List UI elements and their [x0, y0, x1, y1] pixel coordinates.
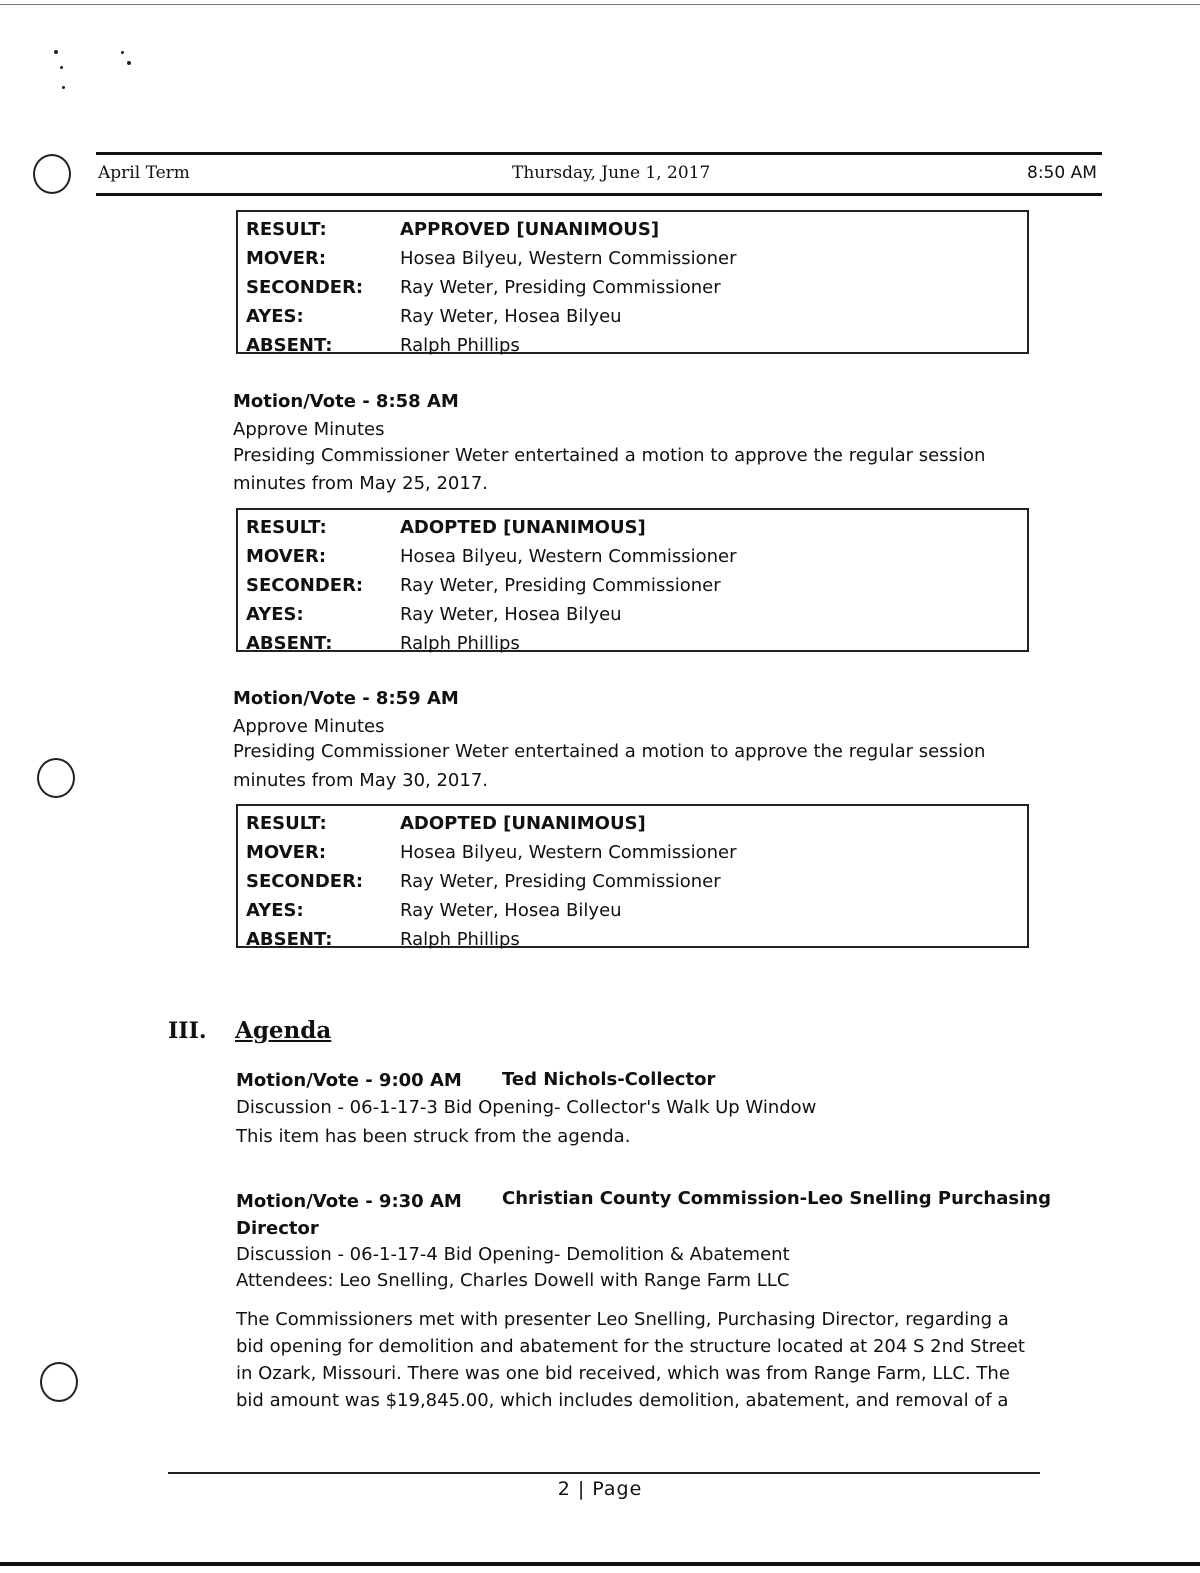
- attendees-line: Attendees: Leo Snelling, Charles Dowell with Range Farm LLC: [236, 1270, 790, 1291]
- header-date: Thursday, June 1, 2017: [512, 163, 711, 183]
- motion-heading: Motion/Vote - 9:30 AM: [236, 1191, 462, 1212]
- motion-title: Approve Minutes: [233, 419, 385, 440]
- vote-label: AYES:: [246, 900, 304, 921]
- scan-top-edge: [0, 4, 1200, 5]
- scan-speck: [121, 51, 124, 54]
- header-top-rule: [96, 152, 1102, 155]
- body-line: The Commissioners met with presenter Leo Snelling, Purchasing Director, regarding a: [236, 1309, 1009, 1330]
- vote-label: RESULT:: [246, 517, 327, 538]
- vote-mover-value: Hosea Bilyeu, Western Commissioner: [400, 842, 737, 863]
- body-line: in Ozark, Missouri. There was one bid received, which was from Range Farm, LLC. The: [236, 1363, 1010, 1384]
- footer-rule: [168, 1472, 1040, 1474]
- vote-absent-value: Ralph Phillips: [400, 335, 520, 356]
- page-number: 2 | Page: [557, 1478, 643, 1500]
- vote-absent-value: Ralph Phillips: [400, 929, 520, 950]
- vote-label: RESULT:: [246, 219, 327, 240]
- vote-label: ABSENT:: [246, 335, 333, 356]
- motion-description-line: Presiding Commissioner Weter entertained a motion to approve the regular session: [233, 741, 986, 762]
- discussion-line: Discussion - 06-1-17-3 Bid Opening- Collector's Walk Up Window: [236, 1097, 817, 1118]
- vote-result-value: APPROVED [UNANIMOUS]: [400, 219, 660, 240]
- motion-title: Approve Minutes: [233, 716, 385, 737]
- header-bottom-rule: [96, 193, 1102, 196]
- agenda-note: This item has been struck from the agenda.: [236, 1126, 631, 1147]
- motion-heading: Motion/Vote - 8:59 AM: [233, 688, 459, 709]
- scan-speck: [60, 66, 63, 69]
- vote-label: SECONDER:: [246, 277, 364, 298]
- discussion-line: Discussion - 06-1-17-4 Bid Opening- Demolition & Abatement: [236, 1244, 790, 1265]
- vote-label: MOVER:: [246, 842, 327, 863]
- vote-absent-value: Ralph Phillips: [400, 633, 520, 654]
- vote-label: RESULT:: [246, 813, 327, 834]
- section-number: III.: [168, 1018, 207, 1044]
- vote-seconder-value: Ray Weter, Presiding Commissioner: [400, 871, 721, 892]
- motion-description-line: minutes from May 30, 2017.: [233, 770, 489, 791]
- vote-result-value: ADOPTED [UNANIMOUS]: [400, 517, 646, 538]
- vote-mover-value: Hosea Bilyeu, Western Commissioner: [400, 248, 737, 269]
- scan-bottom-edge: [0, 1562, 1200, 1566]
- section-title: Agenda: [235, 1017, 332, 1044]
- vote-label: MOVER:: [246, 248, 327, 269]
- punch-hole-bottom: [40, 1362, 78, 1402]
- motion-description-line: minutes from May 25, 2017.: [233, 473, 489, 494]
- vote-label: AYES:: [246, 604, 304, 625]
- vote-seconder-value: Ray Weter, Presiding Commissioner: [400, 575, 721, 596]
- vote-label: SECONDER:: [246, 575, 364, 596]
- vote-ayes-value: Ray Weter, Hosea Bilyeu: [400, 306, 622, 327]
- vote-result-box: [236, 804, 1029, 948]
- vote-seconder-value: Ray Weter, Presiding Commissioner: [400, 277, 721, 298]
- vote-label: MOVER:: [246, 546, 327, 567]
- vote-ayes-value: Ray Weter, Hosea Bilyeu: [400, 900, 622, 921]
- vote-result-box: [236, 508, 1029, 652]
- header-time: 8:50 AM: [1027, 163, 1097, 183]
- vote-result-value: ADOPTED [UNANIMOUS]: [400, 813, 646, 834]
- punch-hole-middle: [37, 758, 75, 798]
- header-term: April Term: [98, 163, 190, 183]
- vote-label: SECONDER:: [246, 871, 364, 892]
- vote-label: AYES:: [246, 306, 304, 327]
- scan-speck: [54, 50, 58, 54]
- body-line: bid amount was $19,845.00, which includes demolition, abatement, and removal of a: [236, 1390, 1009, 1411]
- body-line: bid opening for demolition and abatement for the structure located at 204 S 2nd Street: [236, 1336, 1025, 1357]
- motion-description-line: Presiding Commissioner Weter entertained a motion to approve the regular session: [233, 445, 986, 466]
- scan-speck: [127, 61, 131, 65]
- presenter-name: Christian County Commission-Leo Snelling Purchasing: [502, 1188, 1051, 1209]
- motion-heading: Motion/Vote - 8:58 AM: [233, 391, 459, 412]
- vote-label: ABSENT:: [246, 929, 333, 950]
- scan-speck: [62, 86, 65, 89]
- presenter-name: Ted Nichols-Collector: [502, 1069, 716, 1090]
- punch-hole-top: [33, 154, 71, 194]
- vote-ayes-value: Ray Weter, Hosea Bilyeu: [400, 604, 622, 625]
- presenter-name-continued: Director: [236, 1218, 319, 1239]
- vote-result-box: [236, 210, 1029, 354]
- vote-mover-value: Hosea Bilyeu, Western Commissioner: [400, 546, 737, 567]
- motion-heading: Motion/Vote - 9:00 AM: [236, 1070, 462, 1091]
- vote-label: ABSENT:: [246, 633, 333, 654]
